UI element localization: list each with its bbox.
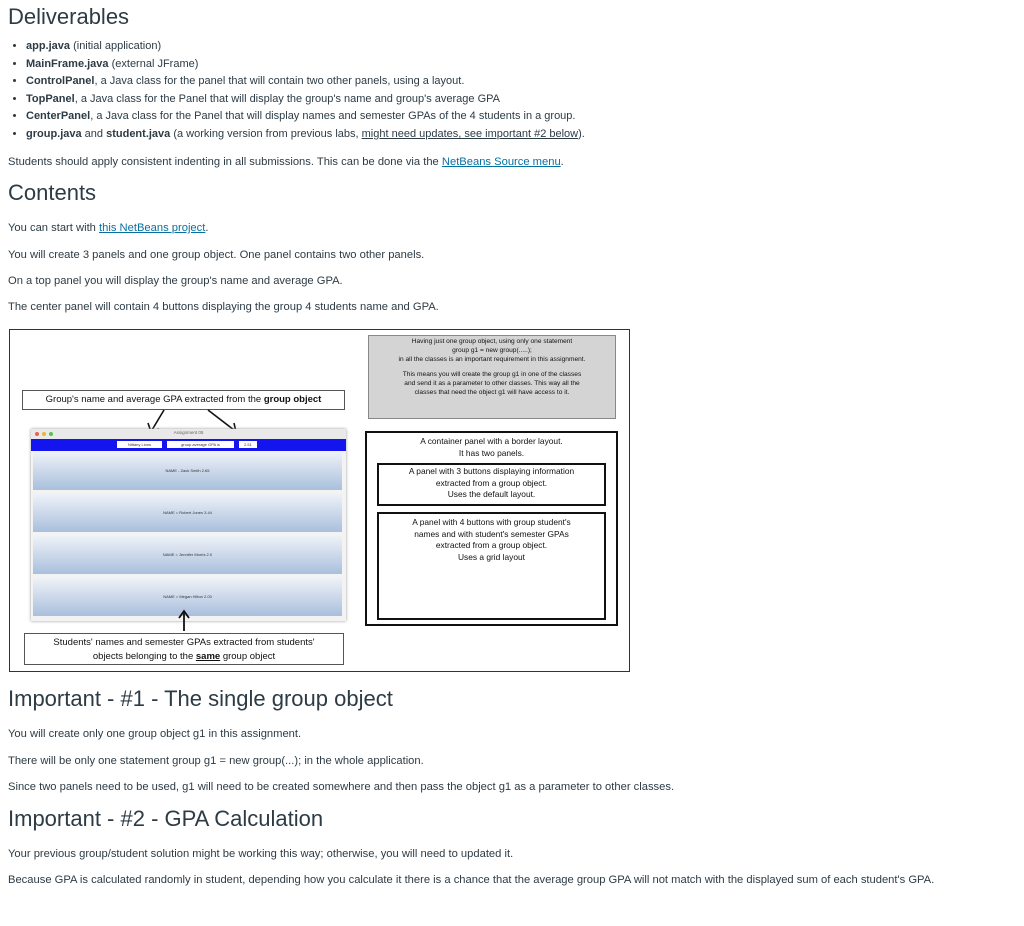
list-item: • ControlPanel, a Java class for the panel that will contain two other panels, using a layout. xyxy=(26,73,1016,91)
deliverables-heading: Deliverables xyxy=(8,4,130,29)
window-title: Assignment 05 xyxy=(173,430,204,435)
important-2-paragraph: Because GPA is calculated randomly in student, depending how you calculate it there is a chance that the average group GPA will not match with the displayed sum of each student's GPA. xyxy=(8,874,935,886)
important-1-paragraph: You will create only one group object g1 in this assignment. xyxy=(8,728,302,740)
list-item: • group.java and student.java (a working version from previous labs, might need updates, see important #2 below). xyxy=(26,126,1016,144)
important-1-heading: Important - #1 - The single group object xyxy=(8,686,393,711)
important-2-paragraph: Your previous group/student solution might be working this way; otherwise, you will need to updated it. xyxy=(8,848,514,860)
diagram-figure xyxy=(9,329,630,672)
top-panel xyxy=(31,439,346,451)
contents-paragraph: You will create 3 panels and one group object. One panel contains two other panels. xyxy=(8,249,425,261)
contents-paragraph: On a top panel you will display the group's name and average GPA. xyxy=(8,275,343,287)
student-button[interactable]: NAME = Jennifer Morris 2.0 xyxy=(33,536,342,574)
center-panel-box: A panel with 4 buttons with group student's names and with student's semester GPAs extracted from a group object. Uses a grid layout xyxy=(377,512,606,620)
netbeans-project-link[interactable]: this NetBeans project xyxy=(99,222,206,234)
netbeans-source-link[interactable]: NetBeans Source menu xyxy=(441,156,561,168)
indent-note: Students should apply consistent indenting in all submissions. This can be done via the NetBeans Source menu. xyxy=(8,156,564,168)
list-item: • CenterPanel, a Java class for the Panel that will display names and semester GPAs of the 4 students in a group. xyxy=(26,108,1016,126)
top-callout: Group's name and average GPA extracted from the group object xyxy=(22,390,345,410)
arrow-right-icon xyxy=(208,410,234,430)
group-average-button[interactable]: group average GPA is xyxy=(167,441,234,448)
contents-paragraph: The center panel will contain 4 buttons displaying the group 4 students name and GPA. xyxy=(8,301,439,313)
window-titlebar xyxy=(31,429,346,439)
important-2-link[interactable]: might need updates, see important #2 below xyxy=(361,127,579,140)
contents-heading: Contents xyxy=(8,180,97,205)
group-gpa-button[interactable]: 2.51 xyxy=(239,441,257,448)
deliverables-list xyxy=(8,38,1016,144)
list-item: • TopPanel, a Java class for the Panel that will display the group's name and group's average GPA xyxy=(26,91,1016,109)
start-paragraph: You can start with this NetBeans project. xyxy=(8,222,209,234)
student-button[interactable]: NAME - Zack Smith 2.65 xyxy=(33,452,342,490)
list-item: • MainFrame.java (external JFrame) xyxy=(26,56,1016,74)
group-name-button[interactable]: Nittany Lions xyxy=(117,441,162,448)
app-window xyxy=(31,429,346,621)
important-1-paragraph: There will be only one statement group g1 = new group(...); in the whole application. xyxy=(8,755,424,767)
important-2-heading: Important - #2 - GPA Calculation xyxy=(8,806,324,831)
student-button[interactable]: NAME = Megan Hilton 2.03 xyxy=(33,578,342,616)
important-1-paragraph: Since two panels need to be used, g1 will need to be created somewhere and then pass the object g1 as a parameter to other classes. xyxy=(8,781,675,793)
bottom-callout: Students' names and semester GPAs extracted from students' objects belonging to the same group object xyxy=(24,633,344,665)
student-button[interactable]: NAME = Robert Jones 3.44 xyxy=(33,494,342,532)
list-item: • app.java (initial application) xyxy=(26,38,1016,56)
arrow-left-icon xyxy=(152,410,164,430)
container-panel-box: A container panel with a border layout. It has two panels. A panel with 3 buttons displaying information extracted from a group object. Uses the default layout. A panel with 4 buttons with group student's names and with student's semester GPAs extracted from a group object. Uses a grid layout xyxy=(365,431,618,626)
grey-note: Having just one group object, using only one statement group g1 = new group(.....); in all the classes is an important requirement in this assignment. This means you will create the group g1 in one of the classes and send it as a parameter to other classes. This way all the classes that need the object g1 will have access to it. xyxy=(368,335,616,419)
top-panel-box: A panel with 3 buttons displaying information extracted from a group object. Uses the default layout. xyxy=(377,463,606,506)
up-arrow-svg xyxy=(176,609,192,633)
